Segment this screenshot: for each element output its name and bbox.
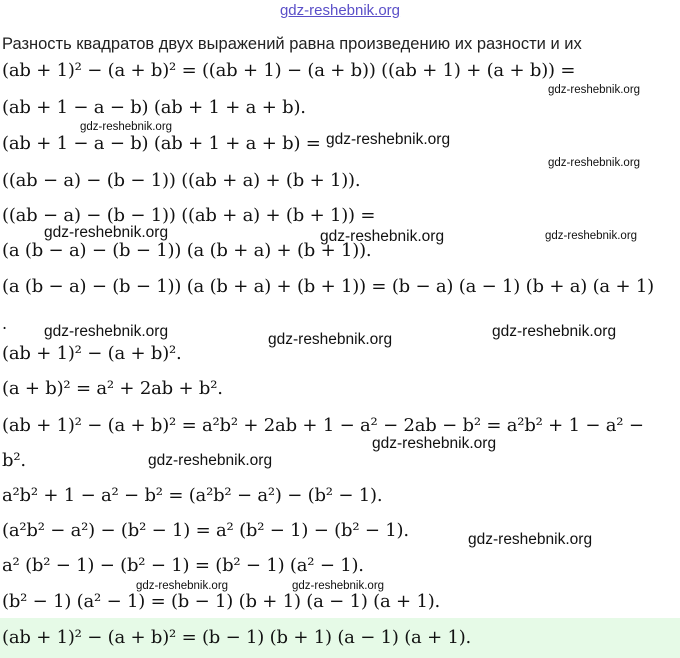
- math-line: (ab + 1)² − (a + b)².: [2, 343, 182, 364]
- watermark: gdz-reshebnik.org: [372, 435, 497, 452]
- watermark: gdz-reshebnik.org: [44, 323, 169, 340]
- math-line: (ab + 1)² − (a + b)² = a²b² + 2ab + 1 − a² − 2ab − b² = a²b² + 1 − a² −: [2, 415, 644, 436]
- watermark: gdz-reshebnik.org: [548, 84, 641, 96]
- watermark: gdz-reshebnik.org: [492, 323, 617, 340]
- watermark: gdz-reshebnik.org: [268, 331, 393, 348]
- site-header-link[interactable]: gdz-reshebnik.org: [279, 2, 401, 19]
- watermark: gdz-reshebnik.org: [44, 224, 169, 241]
- watermark: gdz-reshebnik.org: [136, 580, 229, 592]
- watermark: gdz-reshebnik.org: [80, 121, 173, 133]
- watermark: gdz-reshebnik.org: [292, 580, 385, 592]
- intro-text: Разность квадратов двух выражений равна произведению их разности и их: [2, 35, 582, 53]
- math-line: (ab + 1 − a − b) (ab + 1 + a + b) =: [2, 133, 321, 154]
- math-line: (a²b² − a²) − (b² − 1) = a² (b² − 1) − (b² − 1).: [2, 520, 409, 541]
- stray-dot: .: [2, 314, 8, 333]
- math-line: ((ab − a) − (b − 1)) ((ab + a) + (b + 1)) =: [2, 205, 376, 226]
- math-line: (ab + 1 − a − b) (ab + 1 + a + b).: [2, 97, 306, 118]
- math-line: (ab + 1)² − (a + b)² = ((ab + 1) − (a + b)) ((ab + 1) + (a + b)) =: [2, 60, 576, 81]
- math-line: a² (b² − 1) − (b² − 1) = (b² − 1) (a² − 1).: [2, 555, 364, 576]
- math-line: b².: [2, 450, 26, 471]
- watermark: gdz-reshebnik.org: [468, 531, 593, 548]
- math-line: a²b² + 1 − a² − b² = (a²b² − a²) − (b² − 1).: [2, 485, 383, 506]
- math-line: (a (b − a) − (b − 1)) (a (b + a) + (b + 1)).: [2, 240, 372, 261]
- watermark: gdz-reshebnik.org: [148, 452, 273, 469]
- math-line: (b² − 1) (a² − 1) = (b − 1) (b + 1) (a − 1) (a + 1).: [2, 591, 441, 612]
- watermark: gdz-reshebnik.org: [545, 230, 638, 242]
- watermark: gdz-reshebnik.org: [326, 131, 451, 148]
- math-line: ((ab − a) − (b − 1)) ((ab + a) + (b + 1)).: [2, 170, 361, 191]
- watermark: gdz-reshebnik.org: [320, 228, 445, 245]
- final-answer: (ab + 1)² − (a + b)² = (b − 1) (b + 1) (a − 1) (a + 1).: [0, 618, 680, 658]
- math-line: (a (b − a) − (b − 1)) (a (b + a) + (b + 1)) = (b − a) (a − 1) (b + a) (a + 1): [2, 276, 654, 297]
- watermark: gdz-reshebnik.org: [548, 157, 641, 169]
- math-line: (a + b)² = a² + 2ab + b².: [2, 378, 223, 399]
